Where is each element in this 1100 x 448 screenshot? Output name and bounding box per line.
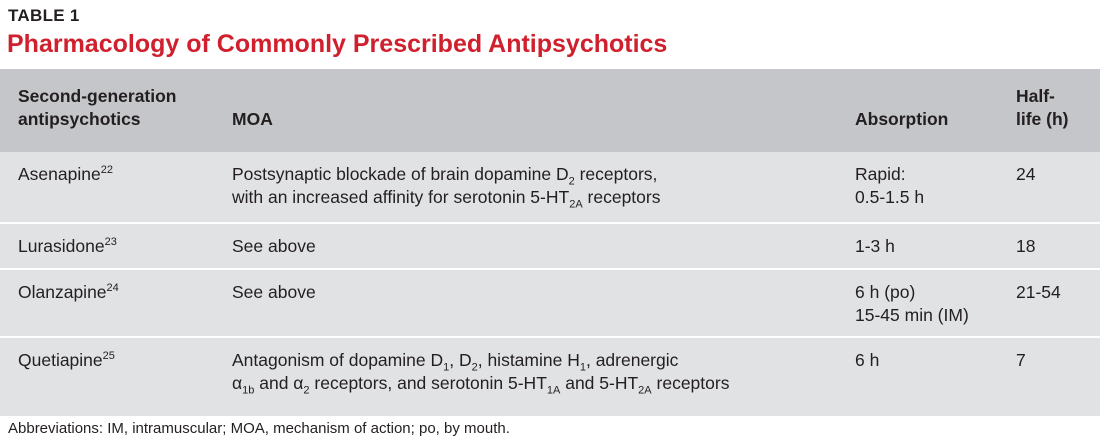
absorption-cell bbox=[855, 281, 969, 327]
moa-text: α bbox=[232, 373, 243, 393]
moa-subscript: 1b bbox=[242, 384, 255, 397]
table-label: TABLE 1 bbox=[8, 6, 80, 25]
table-header-row bbox=[0, 69, 1100, 152]
absorption-line: 0.5-1.5 h bbox=[855, 187, 925, 207]
drug-name bbox=[18, 163, 113, 186]
reference-number: 24 bbox=[106, 282, 119, 295]
table-row bbox=[0, 338, 1100, 416]
moa-text: Postsynaptic blockade of brain dopamine D bbox=[232, 164, 569, 184]
moa-text: Antagonism of dopamine D bbox=[232, 350, 444, 370]
absorption-line: 15-45 min (IM) bbox=[855, 305, 969, 325]
moa-subscript: 2 bbox=[471, 361, 478, 374]
moa-cell: See above bbox=[232, 236, 316, 256]
table-row bbox=[0, 224, 1100, 270]
moa-cell: See above bbox=[232, 282, 316, 302]
moa-text: and 5-HT bbox=[560, 373, 639, 393]
moa-subscript: 2 bbox=[303, 384, 310, 397]
header-drug-line1: Second-generation bbox=[18, 86, 177, 106]
drug-name bbox=[18, 281, 119, 304]
moa-subscript: 2 bbox=[568, 175, 575, 188]
table-title: Pharmacology of Commonly Prescribed Antipsychotics bbox=[7, 30, 668, 58]
moa-cell bbox=[232, 349, 729, 395]
abbreviations-footnote: Abbreviations: IM, intramuscular; MOA, mechanism of action; po, by mouth. bbox=[8, 420, 510, 437]
halflife-cell: 18 bbox=[1016, 236, 1036, 256]
header-halflife-line1: Half- bbox=[1016, 86, 1055, 106]
moa-subscript: 1 bbox=[579, 361, 586, 374]
moa-text: , D bbox=[449, 350, 472, 370]
absorption-cell bbox=[855, 163, 924, 209]
moa-line bbox=[232, 372, 729, 395]
moa-text: , histamine H bbox=[477, 350, 580, 370]
reference-number: 23 bbox=[104, 236, 117, 249]
absorption-cell bbox=[855, 235, 895, 258]
drug-name-text: Olanzapine bbox=[18, 282, 107, 302]
moa-line bbox=[232, 186, 660, 209]
drug-name bbox=[18, 349, 115, 372]
moa-subscript: 2A bbox=[569, 198, 583, 211]
moa-subscript: 1 bbox=[443, 361, 450, 374]
moa-line bbox=[232, 163, 660, 186]
absorption-line: Rapid: bbox=[855, 164, 906, 184]
moa-cell bbox=[232, 163, 660, 209]
header-drug bbox=[18, 85, 177, 131]
drug-name-text: Quetiapine bbox=[18, 350, 103, 370]
table-row bbox=[0, 270, 1100, 338]
absorption-line: 1-3 h bbox=[855, 236, 895, 256]
header-moa: MOA bbox=[232, 109, 273, 129]
reference-number: 22 bbox=[100, 164, 113, 177]
moa-subscript: 2A bbox=[638, 384, 652, 397]
header-absorption: Absorption bbox=[855, 109, 949, 129]
absorption-line: 6 h (po) bbox=[855, 282, 916, 302]
halflife-cell: 24 bbox=[1016, 164, 1036, 184]
header-halflife bbox=[1016, 85, 1069, 131]
absorption-line: 6 h bbox=[855, 350, 880, 370]
drug-name-text: Lurasidone bbox=[18, 236, 105, 256]
halflife-cell: 21-54 bbox=[1016, 282, 1061, 302]
drug-name-text: Asenapine bbox=[18, 164, 101, 184]
moa-subscript: 1A bbox=[546, 384, 561, 397]
moa-text: receptors, bbox=[574, 164, 658, 184]
header-drug-line2: antipsychotics bbox=[18, 109, 141, 129]
moa-text: and α bbox=[254, 373, 304, 393]
moa-text: receptors bbox=[651, 373, 730, 393]
drug-name bbox=[18, 235, 117, 258]
moa-line bbox=[232, 349, 729, 372]
reference-number: 25 bbox=[102, 350, 115, 363]
header-halflife-line2: life (h) bbox=[1016, 109, 1069, 129]
antipsychotics-table bbox=[0, 69, 1100, 416]
moa-text: receptors bbox=[582, 187, 661, 207]
moa-text: , adrenergic bbox=[585, 350, 679, 370]
absorption-cell bbox=[855, 349, 879, 372]
moa-text: with an increased affinity for serotonin 5-HT bbox=[232, 187, 570, 207]
moa-text: receptors, and serotonin 5-HT bbox=[309, 373, 547, 393]
table-row bbox=[0, 152, 1100, 224]
halflife-cell: 7 bbox=[1016, 350, 1026, 370]
